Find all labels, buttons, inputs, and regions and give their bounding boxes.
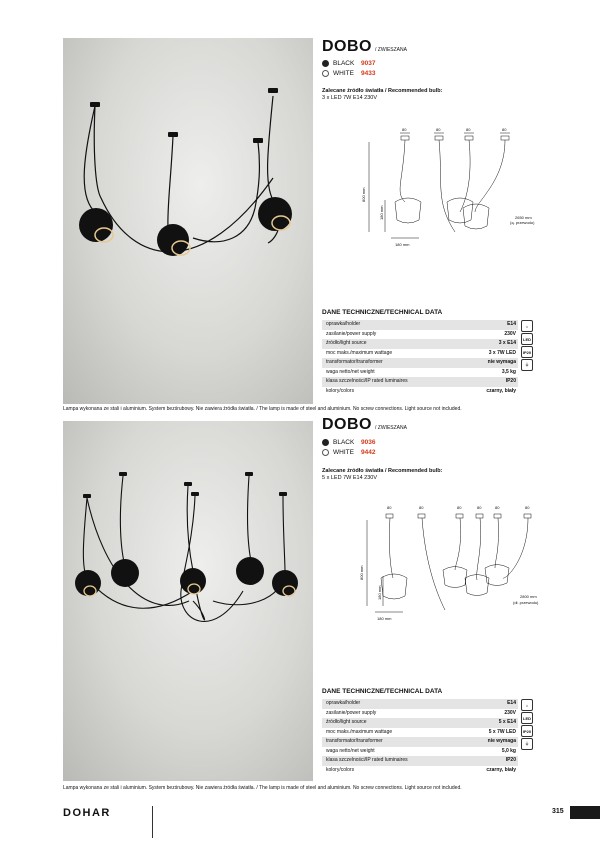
- recommended-bulb: Zalecane źródło światła / Recommended bulb: 5 x LED 7W E14 230V: [322, 468, 443, 481]
- dim-label: 180 mm: [377, 616, 392, 621]
- spec-icons: [521, 699, 534, 751]
- color-option: WHITE 9433: [322, 70, 375, 77]
- table-row: źródło/light source 5 x E14: [322, 718, 518, 728]
- ground-icon: ⏚: [521, 359, 533, 371]
- led-icon: LED: [521, 712, 533, 724]
- ip20-icon: IP20: [521, 346, 533, 358]
- dim-label: 80: [477, 505, 482, 510]
- dim-label: 80: [525, 505, 530, 510]
- brand-logo: DOHAR: [63, 807, 111, 819]
- product-title: DOBO / ZWIESZANA: [322, 38, 407, 55]
- tech-table: [322, 320, 518, 396]
- table-row: źródło/light source 3 x E14: [322, 339, 518, 349]
- ground-icon: ⏚: [521, 738, 533, 750]
- product-title: DOBO / ZWIESZANA: [322, 416, 407, 433]
- table-row: moc maks./maximum wattage 5 x 7W LED: [326, 728, 516, 735]
- dimension-diagram: [355, 500, 545, 630]
- dim-label: 80: [495, 505, 500, 510]
- table-row: waga netto/net weight 5,0 kg: [326, 747, 516, 754]
- product-photo: [63, 38, 313, 404]
- dim-label: 80: [466, 127, 471, 132]
- white-swatch-icon: [322, 449, 329, 456]
- dim-label: 80: [387, 505, 392, 510]
- dim-label: 180 mm: [379, 205, 384, 220]
- house-icon: ⌂: [521, 320, 533, 332]
- product-photo: [63, 421, 313, 781]
- dim-label: 2650 mm: [515, 215, 532, 220]
- table-row: moc maks./maximum wattage 3 x 7W LED: [326, 349, 516, 356]
- page-number: 315: [552, 808, 564, 815]
- color-option: BLACK 9036: [322, 439, 375, 446]
- dim-label: 80: [502, 127, 507, 132]
- table-row: zasilanie/power supply 230V: [326, 709, 516, 716]
- page-tab: [570, 806, 600, 819]
- black-swatch-icon: [322, 60, 329, 67]
- dim-label: (dł. przewodu): [513, 600, 539, 605]
- tech-table: [322, 699, 518, 775]
- tech-title: DANE TECHNICZNE/TECHNICAL DATA: [322, 309, 443, 316]
- table-row: klasa szczelności/IP rated luminaires IP20: [322, 377, 518, 387]
- table-row: waga netto/net weight 3,5 kg: [326, 368, 516, 375]
- table-row: transformator/transformer nie wymaga: [322, 358, 518, 368]
- table-row: kolory/colors czarny, biały: [326, 766, 516, 773]
- product-caption: Lampa wykonana ze stali i aluminium. System bezśrubowy. Nie zawiera źródła światła. / The lamp is made of steel and aluminium. No screw connections. Light source not included.: [63, 785, 462, 791]
- dimension-diagram: [355, 122, 545, 252]
- house-icon: ⌂: [521, 699, 533, 711]
- ip20-icon: IP20: [521, 725, 533, 737]
- footer-divider: [152, 806, 153, 838]
- table-row: oprawka/holder E14: [322, 699, 518, 709]
- dim-label: 180 mm: [377, 585, 382, 600]
- table-row: kolory/colors czarny, biały: [326, 387, 516, 394]
- table-row: klasa szczelności/IP rated luminaires IP20: [322, 756, 518, 766]
- color-option: WHITE 9442: [322, 449, 375, 456]
- led-icon: LED: [521, 333, 533, 345]
- table-row: zasilanie/power supply 230V: [326, 330, 516, 337]
- white-swatch-icon: [322, 70, 329, 77]
- dim-label: 80: [436, 127, 441, 132]
- dim-label: 800 mm: [361, 187, 366, 202]
- dim-label: 80: [419, 505, 424, 510]
- tech-title: DANE TECHNICZNE/TECHNICAL DATA: [322, 688, 443, 695]
- table-row: transformator/transformer nie wymaga: [322, 737, 518, 747]
- color-option: BLACK 9037: [322, 60, 375, 67]
- dim-label: (ą. przewodu): [510, 220, 535, 225]
- dim-label: 80: [402, 127, 407, 132]
- product-caption: Lampa wykonana ze stali i aluminium. System bezśrubowy. Nie zawiera źródła światła. / The lamp is made of steel and aluminium. No screw connections. Light source not included.: [63, 406, 462, 412]
- dim-label: 800 mm: [359, 565, 364, 580]
- dim-label: 80: [457, 505, 462, 510]
- recommended-bulb: Zalecane źródło światła / Recommended bulb: 3 x LED 7W E14 230V: [322, 88, 443, 101]
- black-swatch-icon: [322, 439, 329, 446]
- dim-label: 2800 mm: [520, 594, 537, 599]
- dim-label: 180 mm: [395, 242, 410, 247]
- spec-icons: [521, 320, 534, 372]
- table-row: oprawka/holder E14: [322, 320, 518, 330]
